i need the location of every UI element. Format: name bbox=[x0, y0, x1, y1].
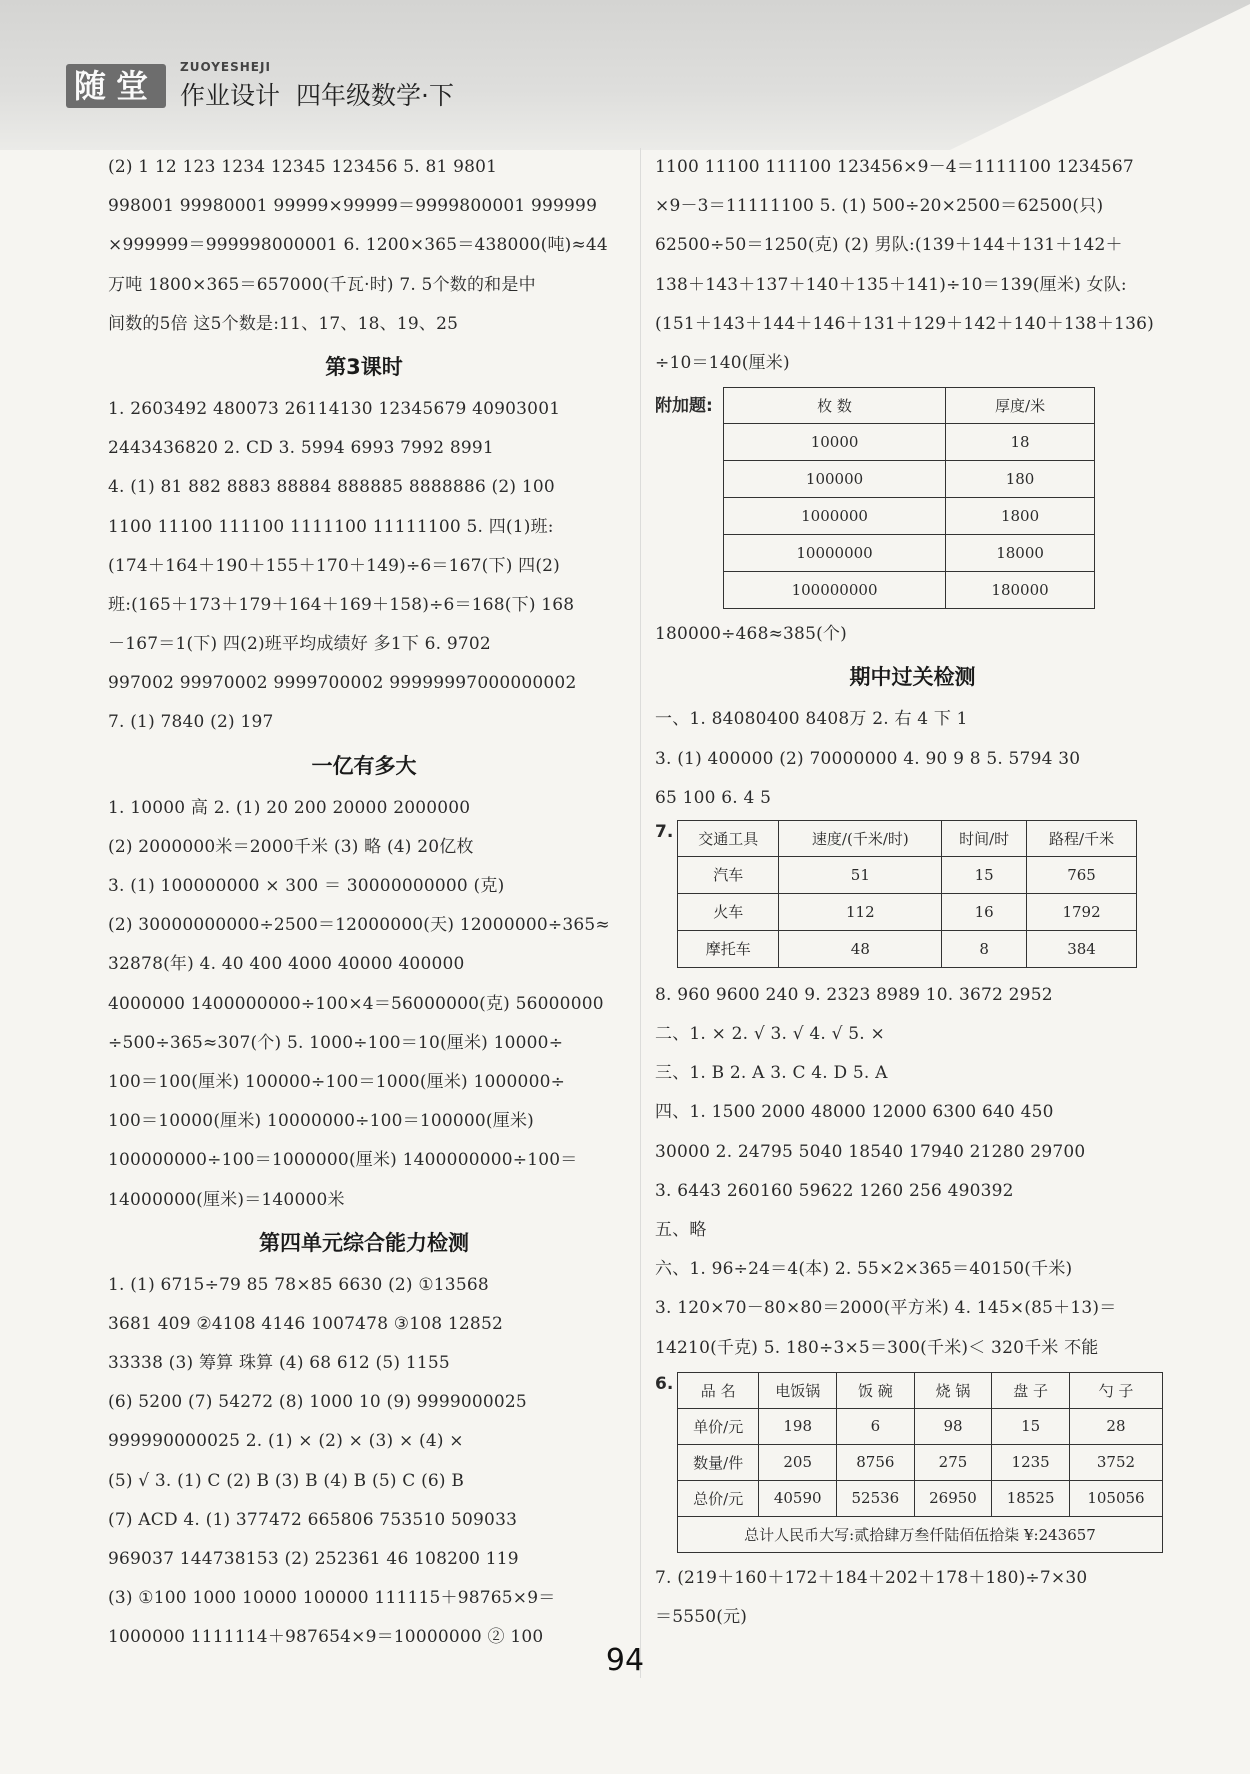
logo: 随堂 bbox=[66, 64, 166, 108]
text-line: 2443436820 2. CD 3. 5994 6993 7992 8991 bbox=[108, 438, 494, 459]
table-cell: 100000 bbox=[724, 461, 946, 498]
q7-label: 7. bbox=[655, 821, 674, 842]
text-line: (151＋143＋144＋146＋131＋129＋142＋140＋138＋136) bbox=[655, 313, 1154, 334]
table-header: 饭 碗 bbox=[837, 1372, 915, 1408]
extra-label: 附加题: bbox=[655, 396, 713, 417]
table-cell: 3752 bbox=[1069, 1444, 1162, 1480]
table-cell: 火车 bbox=[678, 893, 779, 930]
section-title-unit4-test: 第四单元综合能力检测 bbox=[259, 1230, 469, 1255]
table-cell: 8 bbox=[942, 930, 1027, 967]
section-title-100-million: 一亿有多大 bbox=[311, 753, 417, 778]
table-cell: 275 bbox=[914, 1444, 992, 1480]
table-cell: 15 bbox=[992, 1408, 1070, 1444]
text-line: 五、略 bbox=[655, 1220, 707, 1240]
text-line: 138＋143＋137＋140＋135＋141)÷10＝139(厘米) 女队: bbox=[655, 274, 1127, 295]
table-cell: 48 bbox=[779, 930, 942, 967]
text-line: 100＝100(厘米) 100000÷100＝1000(厘米) 1000000÷ bbox=[108, 1071, 566, 1092]
right-block-4 bbox=[655, 1559, 1170, 1637]
left-block-1 bbox=[108, 148, 620, 344]
table-cell: 汽车 bbox=[678, 856, 779, 893]
question-6 bbox=[655, 1372, 1170, 1553]
text-line: (3) ①100 1000 10000 100000 111115＋98765×9＝ bbox=[108, 1588, 556, 1609]
table-cell: 51 bbox=[779, 856, 942, 893]
table-cell: 1000000 bbox=[724, 498, 946, 535]
table-cell: 数量/件 bbox=[678, 1444, 759, 1480]
table-total: 总计人民币大写:贰拾肆万叁仟陆佰伍拾柒 ¥:243657 bbox=[678, 1516, 1163, 1552]
table-header: 枚 数 bbox=[724, 388, 946, 424]
question-7 bbox=[655, 820, 1170, 968]
text-line: 1. (1) 6715÷79 85 78×85 6630 (2) ①13568 bbox=[108, 1274, 489, 1295]
table-header: 路程/千米 bbox=[1027, 820, 1137, 856]
table-cell: 18525 bbox=[992, 1480, 1070, 1516]
text-line: ×999999＝999998000001 6. 1200×365＝438000(吨)≈44 bbox=[108, 235, 608, 256]
table-cell: 100000000 bbox=[724, 572, 946, 609]
section-title-midterm: 期中过关检测 bbox=[849, 665, 976, 690]
book-title: 作业设计 bbox=[180, 81, 281, 110]
table-cell: 1235 bbox=[992, 1444, 1070, 1480]
text-line: 四、1. 1500 2000 48000 12000 6300 640 450 bbox=[655, 1102, 1054, 1123]
text-line: ÷500÷365≈307(个) 5. 1000÷100＝10(厘米) 10000÷ bbox=[108, 1032, 564, 1053]
right-block-2 bbox=[655, 700, 1170, 818]
header-banner bbox=[0, 0, 1250, 150]
text-line: 997002 99970002 9999700002 99999997000000002 bbox=[108, 673, 577, 694]
text-line: 100＝10000(厘米) 10000000÷100＝100000(厘米) bbox=[108, 1111, 534, 1132]
table-header: 交通工具 bbox=[678, 820, 779, 856]
text-line: 62500÷50＝1250(克) (2) 男队:(139＋144＋131＋142＋ bbox=[655, 235, 1123, 256]
text-line: 1100 11100 111100 1111100 11111100 5. 四(1)班: bbox=[108, 516, 554, 537]
table-cell: 205 bbox=[759, 1444, 837, 1480]
text-line: 8. 960 9600 240 9. 2323 8989 10. 3672 2952 bbox=[655, 984, 1053, 1005]
column-divider bbox=[640, 148, 641, 1678]
text-line: ÷10＝140(厘米) bbox=[655, 352, 790, 373]
book-grade: 四年级数学·下 bbox=[296, 81, 454, 110]
text-line: 7. (219＋160＋172＋184＋202＋178＋180)÷7×30 bbox=[655, 1567, 1088, 1588]
text-line: (2) 30000000000÷2500＝12000000(天) 12000000÷365≈ bbox=[108, 915, 610, 936]
table-cell: 6 bbox=[837, 1408, 915, 1444]
thickness-table bbox=[723, 387, 1095, 609]
right-column bbox=[655, 148, 1170, 1637]
table-cell: 摩托车 bbox=[678, 930, 779, 967]
logo-pinyin: ZUOYESHEJI bbox=[180, 60, 271, 74]
text-line: 3. (1) 100000000 × 300 ＝ 30000000000 (克) bbox=[108, 876, 505, 896]
text-line: 32878(年) 4. 40 400 4000 40000 400000 bbox=[108, 954, 465, 975]
table-cell: 1792 bbox=[1027, 893, 1137, 930]
table-header: 厚度/米 bbox=[946, 388, 1095, 424]
table-header: 电饭锅 bbox=[759, 1372, 837, 1408]
table-header: 时间/时 bbox=[942, 820, 1027, 856]
text-line: 班:(165＋173＋179＋164＋169＋158)÷6＝168(下) 168 bbox=[108, 594, 575, 615]
left-column bbox=[108, 148, 620, 1658]
table-cell: 16 bbox=[942, 893, 1027, 930]
table-cell: 1800 bbox=[946, 498, 1095, 535]
table-cell: 10000 bbox=[724, 424, 946, 461]
text-line: 间数的5倍 这5个数是:11、17、18、19、25 bbox=[108, 313, 459, 334]
text-line: (5) √ 3. (1) C (2) B (3) B (4) B (5) C (6) B bbox=[108, 1470, 465, 1491]
text-line: (7) ACD 4. (1) 377472 665806 753510 509033 bbox=[108, 1509, 518, 1530]
text-line: (2) 1 12 123 1234 12345 123456 5. 81 9801 bbox=[108, 157, 498, 177]
table-cell: 52536 bbox=[837, 1480, 915, 1516]
page-number: 94 bbox=[605, 1643, 645, 1678]
text-line: 1. 10000 高 2. (1) 20 200 20000 2000000 bbox=[108, 797, 471, 818]
text-line: 六、1. 96÷24＝4(本) 2. 55×2×365＝40150(千米) bbox=[655, 1259, 1073, 1280]
table-cell: 40590 bbox=[759, 1480, 837, 1516]
table-header: 烧 锅 bbox=[914, 1372, 992, 1408]
text-line: (174＋164＋190＋155＋170＋149)÷6＝167(下) 四(2) bbox=[108, 555, 561, 576]
text-line: (2) 2000000米＝2000千米 (3) 略 (4) 20亿枚 bbox=[108, 836, 474, 857]
text-line: (6) 5200 (7) 54272 (8) 1000 10 (9) 9999000025 bbox=[108, 1392, 527, 1413]
extra-question bbox=[655, 387, 1170, 609]
table-header: 品 名 bbox=[678, 1372, 759, 1408]
text-line: 一、1. 84080400 8408万 2. 右 4 下 1 bbox=[655, 709, 968, 730]
table-cell: 18000 bbox=[946, 535, 1095, 572]
left-block-3 bbox=[108, 789, 620, 1220]
text-line: 969037 144738153 (2) 252361 46 108200 119 bbox=[108, 1549, 519, 1569]
text-line: 999990000025 2. (1) × (2) × (3) × (4) × bbox=[108, 1431, 464, 1452]
text-line: 1. 2603492 480073 26114130 12345679 40903001 bbox=[108, 398, 561, 419]
table-header: 速度/(千米/时) bbox=[779, 820, 942, 856]
table-cell: 112 bbox=[779, 893, 942, 930]
table-cell: 单价/元 bbox=[678, 1408, 759, 1444]
text-line: 65 100 6. 4 5 bbox=[655, 787, 772, 808]
table-header: 勺 子 bbox=[1069, 1372, 1162, 1408]
right-block-3 bbox=[655, 976, 1170, 1368]
text-line: 3. 120×70－80×80＝2000(平方米) 4. 145×(85＋13)＝ bbox=[655, 1298, 1117, 1319]
text-line: ＝5550(元) bbox=[655, 1606, 748, 1627]
table-cell: 15 bbox=[942, 856, 1027, 893]
table-cell: 10000000 bbox=[724, 535, 946, 572]
text-line: 4. (1) 81 882 8883 88884 888885 8888886 (2) 100 bbox=[108, 477, 555, 498]
text-line: 33338 (3) 筹算 珠算 (4) 68 612 (5) 1155 bbox=[108, 1353, 450, 1374]
text-line: 三、1. B 2. A 3. C 4. D 5. A bbox=[655, 1063, 888, 1084]
table-cell: 8756 bbox=[837, 1444, 915, 1480]
text-line: 万吨 1800×365＝657000(千瓦·时) 7. 5个数的和是中 bbox=[108, 274, 536, 295]
text-line: 14210(千克) 5. 180÷3×5＝300(千米)＜ 320千米 不能 bbox=[655, 1337, 1099, 1358]
table-cell: 180000 bbox=[946, 572, 1095, 609]
text-line: 180000÷468≈385(个) bbox=[655, 624, 847, 645]
text-line: 1100 11100 111100 123456×9－4＝1111100 1234567 bbox=[655, 157, 1134, 177]
section-title-lesson3: 第3课时 bbox=[325, 354, 403, 379]
table-cell: 384 bbox=[1027, 930, 1137, 967]
table-header: 盘 子 bbox=[992, 1372, 1070, 1408]
text-line: 二、1. × 2. √ 3. √ 4. √ 5. × bbox=[655, 1024, 885, 1045]
text-line: 3. 6443 260160 59622 1260 256 490392 bbox=[655, 1180, 1014, 1201]
left-block-4 bbox=[108, 1266, 620, 1658]
table-cell: 765 bbox=[1027, 856, 1137, 893]
table-cell: 98 bbox=[914, 1408, 992, 1444]
table-cell: 18 bbox=[946, 424, 1095, 461]
text-line: ×9－3＝11111100 5. (1) 500÷20×2500＝62500(只) bbox=[655, 196, 1104, 217]
table-cell: 198 bbox=[759, 1408, 837, 1444]
table-cell: 总价/元 bbox=[678, 1480, 759, 1516]
text-line: 998001 99980001 99999×99999＝9999800001 999999 bbox=[108, 196, 598, 217]
text-line: 3681 409 ②4108 4146 1007478 ③108 12852 bbox=[108, 1313, 503, 1334]
left-block-2 bbox=[108, 390, 620, 743]
price-table bbox=[677, 1372, 1163, 1553]
text-line: 30000 2. 24795 5040 18540 17940 21280 29700 bbox=[655, 1141, 1086, 1162]
table-cell: 180 bbox=[946, 461, 1095, 498]
transport-table bbox=[677, 820, 1137, 968]
table-cell: 26950 bbox=[914, 1480, 992, 1516]
text-line: 1000000 1111114＋987654×9＝10000000 ② 100 bbox=[108, 1627, 544, 1648]
table-cell: 105056 bbox=[1069, 1480, 1162, 1516]
table-cell: 28 bbox=[1069, 1408, 1162, 1444]
text-line: 14000000(厘米)＝140000米 bbox=[108, 1189, 345, 1210]
text-line: 100000000÷100＝1000000(厘米) 1400000000÷100＝ bbox=[108, 1150, 578, 1171]
text-line: 4000000 1400000000÷100×4＝56000000(克) 56000000 bbox=[108, 993, 604, 1014]
text-line: 7. (1) 7840 (2) 197 bbox=[108, 712, 274, 733]
text-line: 3. (1) 400000 (2) 70000000 4. 90 9 8 5. 5794 30 bbox=[655, 748, 1081, 769]
q6-label: 6. bbox=[655, 1373, 674, 1394]
right-block-1 bbox=[655, 148, 1170, 383]
text-line: －167＝1(下) 四(2)班平均成绩好 多1下 6. 9702 bbox=[108, 634, 491, 655]
